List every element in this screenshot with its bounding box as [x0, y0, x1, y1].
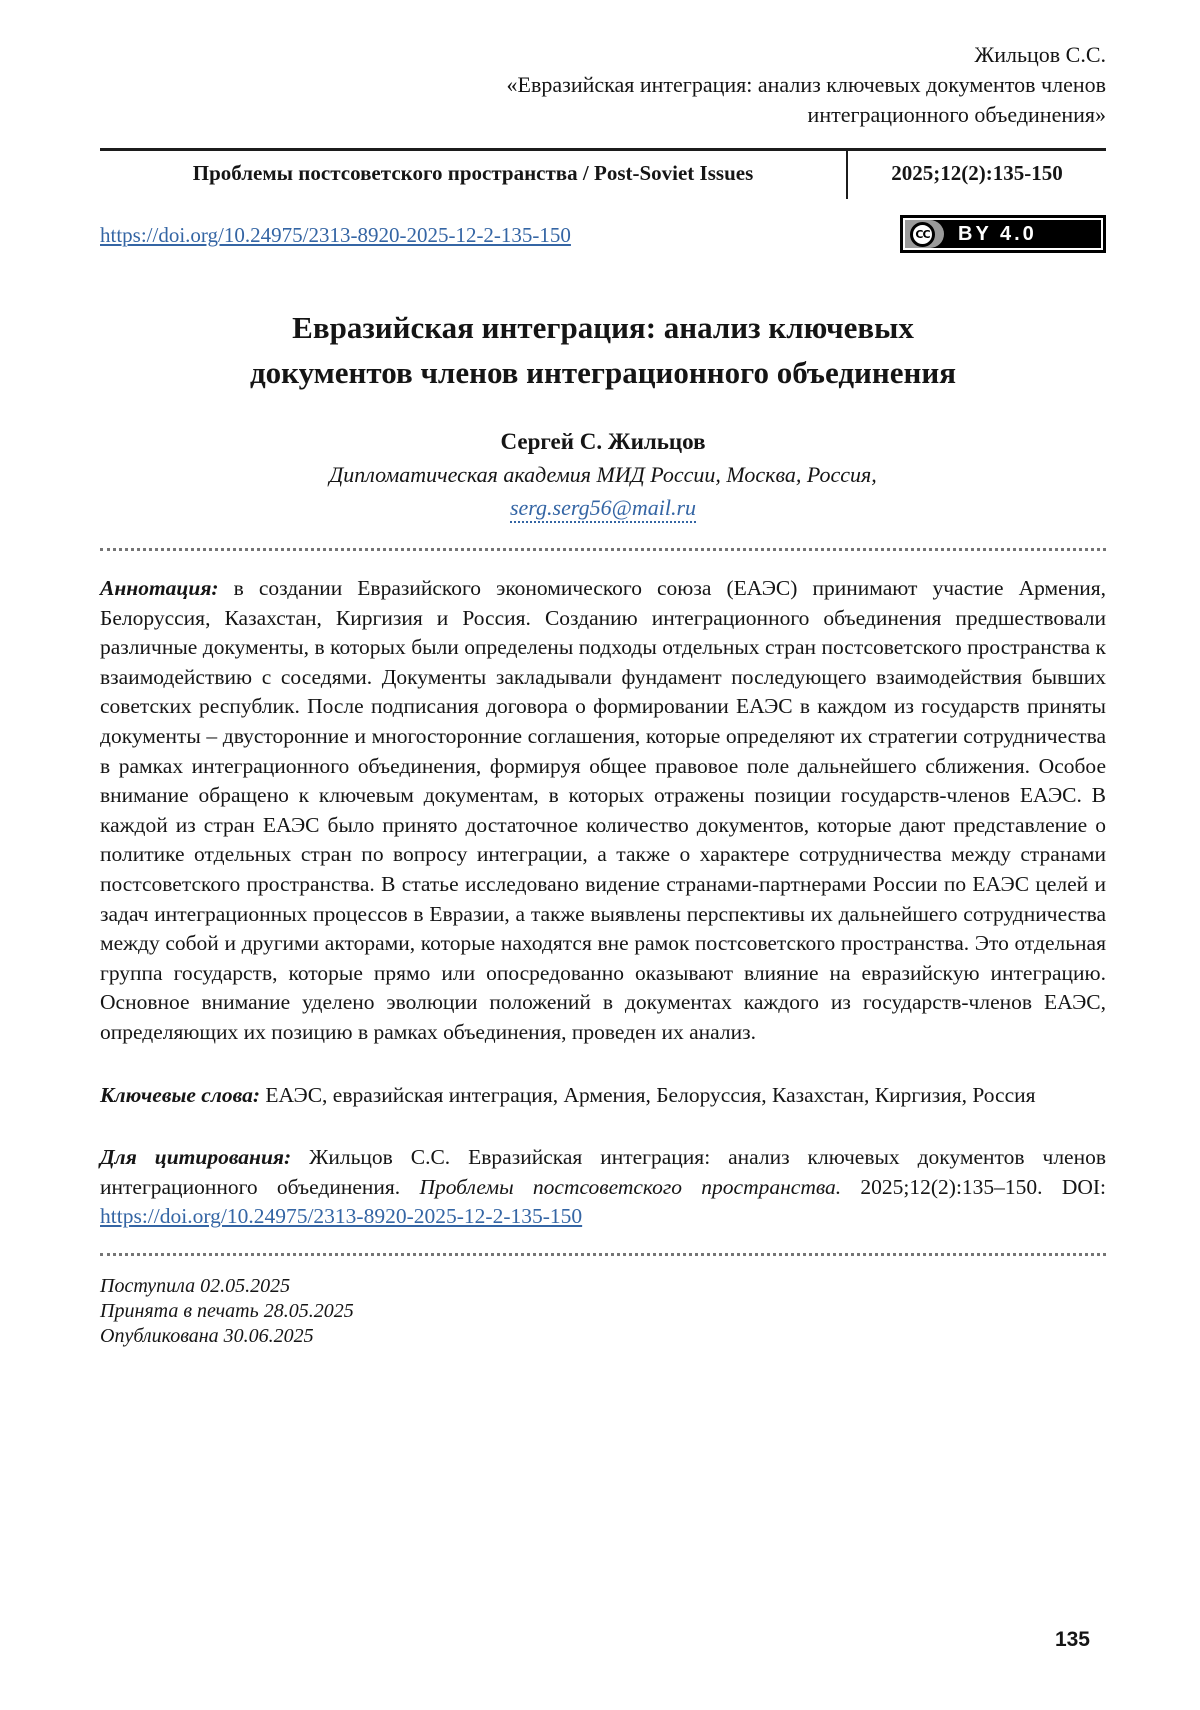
- page-number: 135: [1054, 1628, 1090, 1651]
- author-email-link[interactable]: serg.serg56@mail.ru: [510, 495, 696, 523]
- article-author: Сергей С. Жильцов: [500, 429, 706, 454]
- doi-license-row: [100, 215, 1106, 253]
- date-accepted: Принята в печать 28.05.2025: [100, 1299, 354, 1322]
- date-published: Опубликована 30.06.2025: [100, 1324, 314, 1347]
- cc-by-license-badge: [900, 215, 1106, 253]
- journal-bar: [100, 148, 1106, 199]
- running-head-author: Жильцов С.С.: [974, 42, 1106, 67]
- license-label: BY 4.0: [958, 222, 1037, 245]
- journal-name: Проблемы постсоветского пространства / Post-Soviet Issues: [192, 161, 754, 185]
- dotted-separator-bottom: [100, 1253, 1106, 1256]
- keywords-label: Ключевые слова:: [100, 1082, 260, 1107]
- citation-issue-text: 2025;12(2):135–150. DOI:: [841, 1174, 1106, 1199]
- citation-text: Жильцов С.С. Евразийская интеграция: анализ ключевых документов членов интеграционного объединения.: [100, 1145, 1106, 1199]
- citation-paragraph: [100, 1143, 1106, 1232]
- journal-issue-info: 2025;12(2):135-150: [891, 161, 1063, 185]
- article-title: Евразийская интеграция: анализ ключевых документов членов интеграционного объединения: [249, 310, 957, 390]
- cc-logo-icon: CC: [910, 222, 935, 247]
- dotted-separator-top: [100, 548, 1106, 551]
- keywords-paragraph: [100, 1081, 1106, 1111]
- abstract-label: Аннотация:: [100, 576, 219, 600]
- running-head: [100, 40, 1106, 130]
- date-received: Поступила 02.05.2025: [100, 1274, 291, 1297]
- citation-label: Для цитирования:: [100, 1145, 292, 1170]
- cc-logo-background: [905, 220, 944, 248]
- keywords-text: ЕАЭС, евразийская интеграция, Армения, Белоруссия, Казахстан, Киргизия, Россия: [260, 1082, 1036, 1107]
- citation-journal-name: Проблемы постсоветского пространства.: [419, 1174, 842, 1199]
- article-affiliation: Дипломатическая академия МИД России, Москва, Россия,: [329, 462, 877, 487]
- article-dates: [100, 1274, 1106, 1349]
- running-head-article-quote: «Евразийская интеграция: анализ ключевых документов членов интеграционного объединения»: [506, 72, 1106, 127]
- doi-link[interactable]: https://doi.org/10.24975/2313-8920-2025-12-2-135-150: [100, 223, 571, 247]
- citation-doi-link[interactable]: https://doi.org/10.24975/2313-8920-2025-12-2-135-150: [100, 1204, 583, 1229]
- abstract-paragraph: [100, 574, 1106, 1048]
- cc-badge-inner: [903, 218, 1103, 250]
- author-email-row: [100, 495, 1106, 521]
- abstract-text: в создании Евразийского экономического союза (ЕАЭС) принимают участие Армения, Белоруссия, Казахстан, Киргизия и Россия. Созданию интеграционного объединения предшествовали различные документы, в которых были определены подходы отдельных стран постсоветского пространства к взаимодействию с соседями. Документы закладывали фундамент последующего взаимодействия бывших советских республик. После подписания договора о формировании ЕАЭС в каждом из государств приняты документы – двусторонние и многосторонние соглашения, которые определяют их стратегии сотрудничества в рамках интеграционного объединения, формируя общее правовое поле дальнейшего сближения. Особое внимание обращено к ключевым документам, в которых отражены позиции государств-членов ЕАЭС. В каждой из стран ЕАЭС было принято достаточное количество документов, которые дают представление о политике отдельных стран по вопросу интеграции, а также о характере сотрудничества между странами постсоветского пространства. В статье исследовано видение странами-партнерами России по ЕАЭС целей и задач интеграционных процессов в Евразии, а также выявлены перспективы их дальнейшего сотрудничества между собой и другими акторами, которые находятся вне рамок постсоветского пространства. Это отдельная группа государств, которые прямо или опосредованно оказывают влияние на евразийскую интеграцию. Основное внимание уделено эволюции положений в документах каждого из государств-членов ЕАЭС, определяющих их позицию в рамках объединения, проведен их анализ.: [100, 576, 1106, 1044]
